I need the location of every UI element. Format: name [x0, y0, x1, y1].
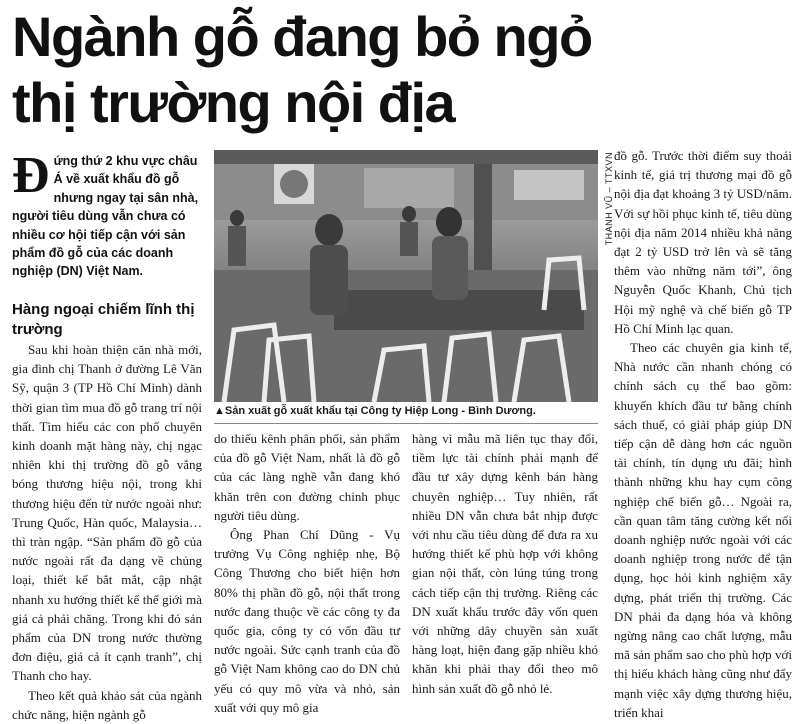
lead-paragraph [12, 147, 202, 281]
headline [12, 4, 612, 136]
column-2 [214, 429, 400, 717]
paragraph: Sau khi hoàn thiện căn nhà mới, gia đình chị Thanh ở đường Lê Văn Sỹ, quận 3 (TP Hồ Chí Minh) dành thời gian tìm mua đồ gỗ trang trí nội thất. Tìm hiểu các con phố chuyên kinh doanh mặt hàng này, chị ngạc nhiên khi thị trường đồ gỗ vắng bóng thương hiệu nội, trong khi thương hiệu đến từ nước ngoài như: Trung Quốc, Hàn quốc, Malaysia… thì tràn ngập. “Sản phẩm đồ gỗ của nước ngoài rất đa dạng về chủng loại, thiết kế bắt mắt, cập nhật nhanh xu hướng thiết kế thế giới mà giá cả phải chăng. Trong khi đó sản phẩm của DN trong nước thường đơn điệu, giá cả ít cạnh tranh”, chị Thanh cho hay. [12, 342, 202, 684]
paragraph: Ông Phan Chí Dũng - Vụ trưởng Vụ Công nghiệp nhẹ, Bộ Công Thương cho biết hiện hơn 80% thị phần đồ gỗ, nội thất trong nước đang thuộc về các công ty đa quốc gia, công ty có vốn đầu tư nước ngoài. Sức cạnh tranh của đồ gỗ Việt Nam không cao do DN chủ yếu có quy mô vừa và nhỏ, sản xuất với quy mô gia [214, 527, 400, 715]
drop-cap: Đ [12, 147, 50, 204]
column-1 [12, 340, 202, 724]
paragraph: hàng vì mẫu mã liên tục thay đổi, tiềm lực tài chính phải mạnh để đầu tư xây dựng kênh bán hàng chuyên nghiệp… Tuy nhiên, rất nhiều DN vẫn chưa bắt nhịp được với nhu cầu tiêu dùng để đưa ra xu hướng thiết kế phù hợp với không gian nội thất, còn lúng túng trong cách tiếp cận thị trường. Riêng các DN xuất khẩu trước đây vốn quen với những dây chuyền sản xuất hàng loạt, hiện đang gặp nhiều khó khăn khi phải thay đổi theo mô hình sản xuất đồ gỗ nhỏ lẻ. [412, 431, 598, 696]
paragraph: Theo kết quả khảo sát của ngành chức năng, hiện ngành gỗ [12, 687, 202, 722]
caption-divider [214, 423, 598, 424]
column-4 [614, 146, 792, 722]
factory-photo [214, 150, 598, 402]
paragraph: do thiếu kênh phân phối, sản phẩm của đồ gỗ Việt Nam, nhất là đồ gỗ của các làng nghề vẫn đang khó khăn trên con đường chinh phục người tiêu dùng. [214, 431, 400, 523]
photo-caption: ▲Sản xuất gỗ xuất khẩu tại Công ty Hiệp Long - Bình Dương. [214, 405, 536, 417]
lead-text: ứng thứ 2 khu vực châu Á về xuất khẩu đồ gỗ nhưng ngay tại sân nhà, người tiêu dùng vẫn chưa có nhiều cơ hội tiếp cận với sản phẩm đồ gỗ của các doanh nghiệp (DN) Việt Nam. [12, 154, 199, 279]
photo-credit: THANH VŨ – TTXVN [604, 152, 614, 246]
paragraph: Theo các chuyên gia kinh tế, Nhà nước cần nhanh chóng có chính sách cụ thể bao gồm: khuyến khích đầu tư bằng chính sách thuế, có giải pháp giúp DN tiếp cận dễ dàng hơn các nguồn tài chính, tín dụng ưu đãi; hình thành những khu hay cụm công nghiệp chế biến gỗ… Ngoài ra, cần quan tâm tăng cường kết nối doanh nghiệp nước ngoài với các doanh nghiệp trong nước để tận dụng, học hỏi kinh nghiệm xây dựng, phát triển thị trường. Các DN phải đa dạng hóa và không ngừng nâng cao chất lượng, mẫu mã sản phẩm sao cho phù hợp với thị hiếu khách hàng cũng như đẩy mạnh việc xây dựng thương hiệu, triển khai [614, 340, 792, 720]
paragraph: đồ gỗ. Trước thời điểm suy thoái kinh tế, giá trị thương mại đồ gỗ nội địa đạt khoảng 3 tỷ USD/năm. Với sự hồi phục kinh tế, tiêu dùng nội địa năm 2014 nhiều khả năng đạt 2 tỷ USD trở lên và sẽ tăng thêm vào những năm tới”, ông Nguyễn Quốc Khanh, Chủ tịch Hội mỹ nghệ và chế biến gỗ TP Hồ Chí Minh lạc quan. [614, 148, 793, 336]
section-subhead: Hàng ngoại chiếm lĩnh thị trường [12, 301, 195, 338]
headline-line-2: thị trường nội địa [12, 71, 455, 134]
headline-line-1: Ngành gỗ đang bỏ ngỏ [12, 5, 592, 68]
column-3 [412, 429, 598, 698]
